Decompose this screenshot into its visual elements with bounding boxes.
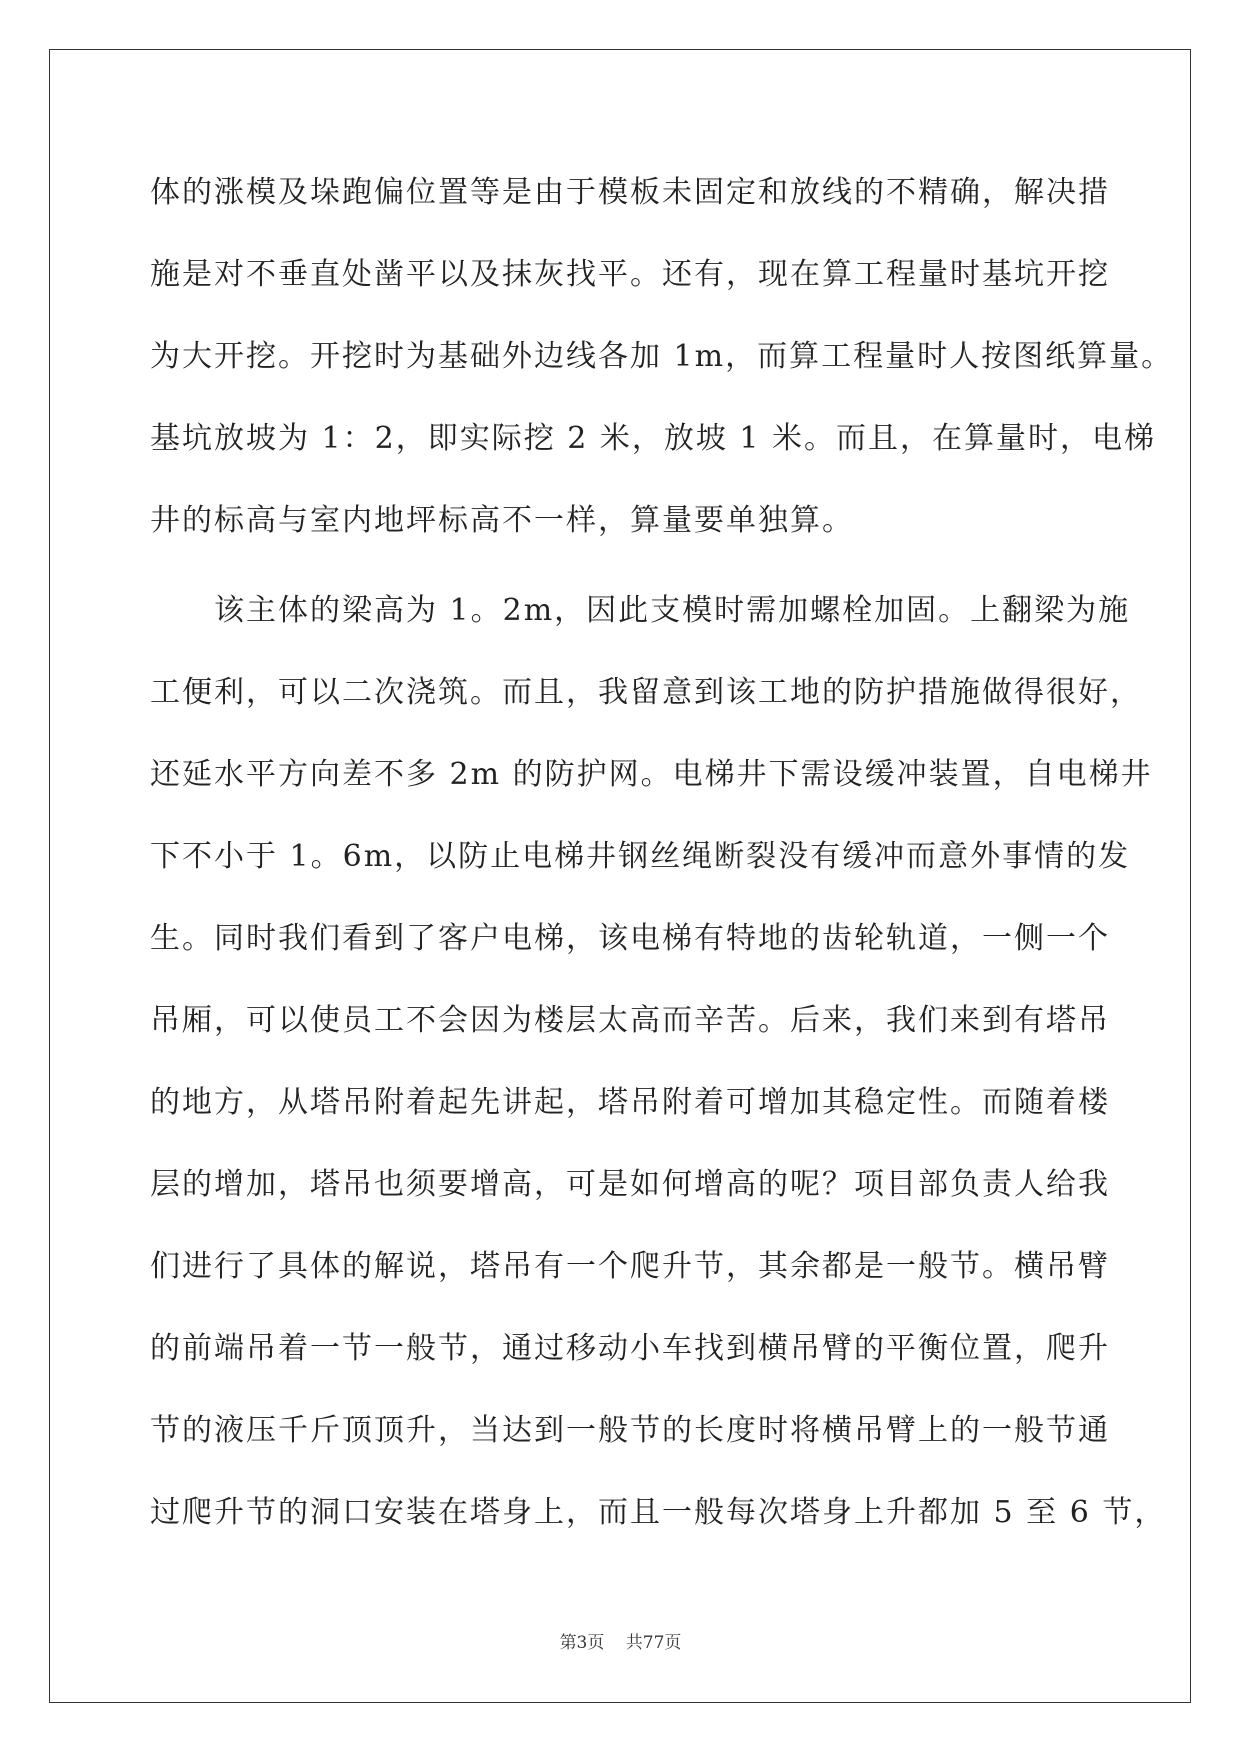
document-body xyxy=(150,158,1174,1560)
text-line: 基坑放坡为 1：2，即实际挖 2 米，放坡 1 米。而且，在算量时，电梯 xyxy=(150,421,1157,456)
text-line: 层的增加，塔吊也须要增高，可是如何增高的呢？项目部负责人给我 xyxy=(150,1167,1110,1202)
text-line: 节的液压千斤顶顶升，当达到一般节的长度时将横吊臂上的一般节通 xyxy=(150,1413,1110,1448)
text-line: 井的标高与室内地坪标高不一样，算量要单独算。 xyxy=(150,503,854,538)
page-total: 共77页 xyxy=(625,1633,682,1653)
page-number: 第3页 xyxy=(559,1633,605,1653)
text-line: 为大开挖。开挖时为基础外边线各加 1m，而算工程量时人按图纸算量。 xyxy=(150,339,1174,374)
text-line: 的前端吊着一节一般节，通过移动小车找到横吊臂的平衡位置，爬升 xyxy=(150,1331,1110,1366)
text-line: 还延水平方向差不多 2m 的防护网。电梯井下需设缓冲装置，自电梯井 xyxy=(150,757,1153,792)
text-line: 的地方，从塔吊附着起先讲起，塔吊附着可增加其稳定性。而随着楼 xyxy=(150,1085,1110,1120)
text-line: 该主体的梁高为 1。2m，因此支模时需加螺栓加固。上翻梁为施 xyxy=(150,593,1131,628)
text-line: 生。同时我们看到了客户电梯，该电梯有特地的齿轮轨道，一侧一个 xyxy=(150,921,1110,956)
text-line: 吊厢，可以使员工不会因为楼层太高而辛苦。后来，我们来到有塔吊 xyxy=(150,1003,1110,1038)
text-line: 施是对不垂直处凿平以及抹灰找平。还有，现在算工程量时基坑开挖 xyxy=(150,257,1110,292)
text-line: 过爬升节的洞口安装在塔身上，而且一般每次塔身上升都加 5 至 6 节， xyxy=(150,1495,1167,1530)
paragraph-gap xyxy=(150,568,1100,576)
text-line: 们进行了具体的解说，塔吊有一个爬升节，其余都是一般节。横吊臂 xyxy=(150,1249,1110,1284)
text-line: 体的涨模及垛跑偏位置等是由于模板未固定和放线的不精确，解决措 xyxy=(150,175,1110,210)
page-footer xyxy=(0,1628,1241,1653)
text-line: 下不小于 1。6m，以防止电梯井钢丝绳断裂没有缓冲而意外事情的发 xyxy=(150,839,1131,874)
text-line: 工便利，可以二次浇筑。而且，我留意到该工地的防护措施做得很好， xyxy=(150,675,1142,710)
